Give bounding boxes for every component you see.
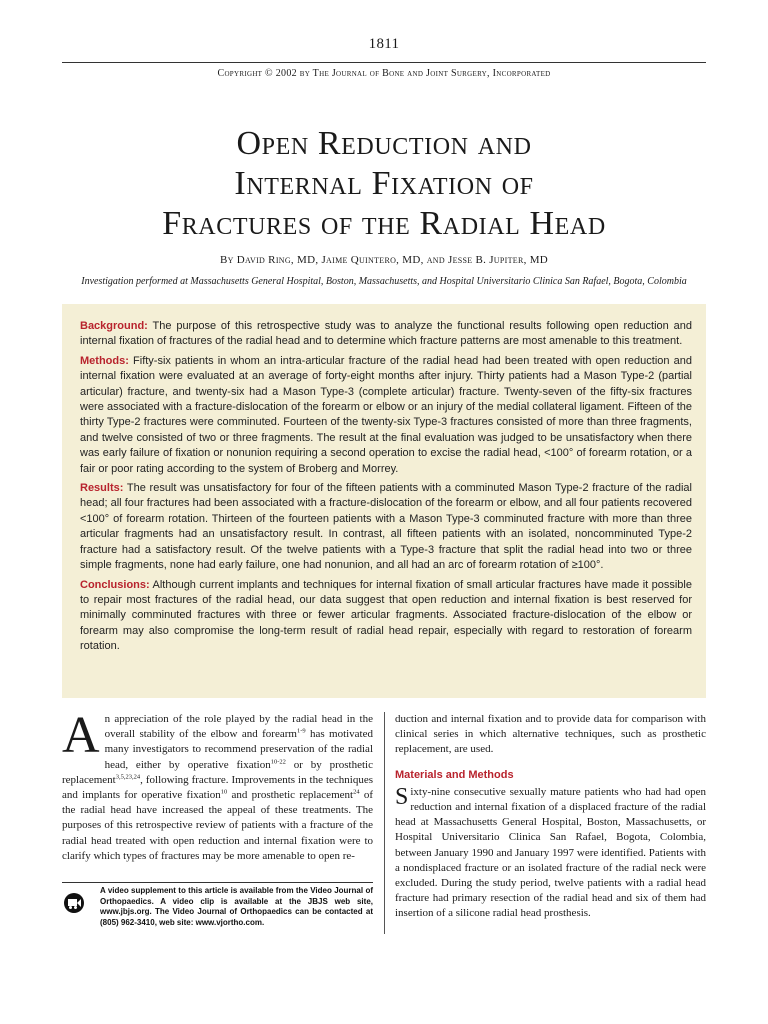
citation: 10 xyxy=(220,788,228,796)
article-title xyxy=(0,124,768,244)
conclusions-label: Conclusions: xyxy=(80,578,150,591)
video-camera-icon xyxy=(64,893,84,913)
intro-dropcap: A xyxy=(62,707,100,764)
intro-continuation: duction and internal fixation and to provide data for comparison with clinical series in which alternative techniques, such as prosthetic replacement, are used. xyxy=(395,713,706,756)
abstract-background xyxy=(80,319,692,350)
abstract-methods xyxy=(80,354,692,477)
background-label: Background: xyxy=(80,320,148,332)
abstract-conclusions xyxy=(80,578,692,655)
abstract-box xyxy=(62,304,706,698)
right-column xyxy=(395,712,706,922)
left-column xyxy=(62,707,374,864)
materials-methods-paragraph xyxy=(395,785,706,922)
column-divider xyxy=(384,712,385,934)
intro-text-1: n appreciation of the role played by the radial head in the overall stability of the elbow and forearm xyxy=(104,713,373,741)
header-rule xyxy=(62,62,706,63)
page-number: 1811 xyxy=(368,36,400,52)
methods-text: Fifty-six patients in whom an intra-articular fracture of the radial head had been treated with open reduction and internal fixation were evaluated at an average of forty-eight months after injury. Thirty patients had a Mason Type-2 (partial articular) fracture, and twenty-six had a Mason Type-3 (complete articular) fracture. Twenty-seven of the fifty-six fractures were associated with a fracture-dislocation of the forearm or elbow or an injury of the medial collateral ligament. Fifteen of the thirty Type-2 fractures were comminuted. Fourteen of the twenty-six Type-3 fractures consisted of more than three fragments, and twelve consisted of two or three fragments. The result at the final evaluation was judged to be unsatisfactory when there was early failure of fixation or nonunion requiring a second operation to excise the radial head, <100° of forearm rotation, or a fair or poor rating according to the system of Broberg and Morrey. xyxy=(80,354,692,475)
intro-text-3: or by prosthetic replacement xyxy=(62,758,373,786)
abstract-results xyxy=(80,481,692,573)
conclusions-text: Although current implants and techniques for internal fixation of small articular fractures have made it possible to repair most fractures of the radial head, our data suggest that open reduction and internal fixation is best reserved for minimally comminuted fractures with three or fewer articular fragments. Associated fracture-dislocation of the elbow or forearm may also compromise the long-term result of radial head repair, especially with regard to restoration of forearm rotation. xyxy=(80,578,692,653)
methods-label: Methods: xyxy=(80,354,129,367)
video-supplement-note xyxy=(62,882,373,928)
title-line-1: Open Reduction and xyxy=(236,125,532,162)
title-line-2: Internal Fixation of xyxy=(234,165,534,202)
results-text: The result was unsatisfactory for four of the fifteen patients with a comminuted Mason Type-2 fracture of the radial head; all four fractures had been associated with a fracture-dislocation of the forearm or elbow, and all four patients recovered <100° of forearm rotation. Thirteen of the fourteen patients with a Mason Type-3 comminuted fracture with more than three articular fragments had an unsatisfactory result. In contrast, all fifteen patients with an isolated, noncomminuted Type-2 fracture had a satisfactory result. Of the twelve patients with a Type-3 fracture that split the radial head into two or three simple fragments, none had early failure, one had nonunion, and all had an arc of forearm rotation of ≥100°. xyxy=(80,482,692,572)
citation: 1-9 xyxy=(296,727,306,735)
results-label: Results: xyxy=(80,482,124,495)
affiliation: Investigation performed at Massachusetts General Hospital, Boston, Massachusetts, and Hospital Universitario Clinica San Rafael, Bogota, Colombia xyxy=(81,276,687,287)
intro-text-2: has motivated many investigators to recommend preservation of the radial head, either by operative fixation xyxy=(104,728,373,771)
intro-text-4: , following fracture. Improvements in the techniques and implants for operative fixation xyxy=(62,773,373,802)
mm-dropcap: S xyxy=(395,783,409,810)
video-note-text: A video supplement to this article is available from the Video Journal of Orthopaedics. A video clip is available at the JBJS web site, www.jbjs.org. The Video Journal of Orthopaedics can be contacted at (805) 962-3410, web site: www.vjortho.com. xyxy=(100,886,373,927)
background-text: The purpose of this retrospective study was to analyze the functional results following open reduction and internal fixation of fractures of the radial head and to determine which fracture patterns are most amenable to this treatment. xyxy=(80,320,692,348)
author-list: By David Ring, MD, Jaime Quintero, MD, and Jesse B. Jupiter, MD xyxy=(219,254,549,266)
intro-paragraph xyxy=(62,707,374,864)
citation: 3,5,23,24 xyxy=(115,773,141,781)
citation: 24 xyxy=(353,788,360,796)
citation: 10-22 xyxy=(270,757,286,765)
section-heading-materials-methods: Materials and Methods xyxy=(395,768,514,781)
copyright-line: Copyright © 2002 by The Journal of Bone and Joint Surgery, Incorporated xyxy=(217,68,551,79)
title-line-3: Fractures of the Radial Head xyxy=(162,205,606,242)
mm-text: ixty-nine consecutive sexually mature patients who had had open reduction and internal fixation of a displaced fracture of the radial head at Massachusetts General Hospital, Boston, Massachusetts, or Hospital Universitario Clinica San Rafael, Bogota, Colombia, between January 1990 and January 1997 were identified. Patients with a nondisplaced fracture or an isolated fracture of the radial neck were excluded. During the study period, twelve patients with a radial head fracture had primary resection of the radial head and six of them had insertion of a silicone radial head prosthesis. xyxy=(395,785,706,920)
intro-text-5: and prosthetic replacement xyxy=(227,789,354,802)
intro-text-6: of the radial head have increased the appeal of these treatments. The purposes of this retrospective review of patients with a fracture of the radial head treated with open reduction and internal fixation were to clarify which types of fractures may be more amenable to open re- xyxy=(62,789,374,862)
